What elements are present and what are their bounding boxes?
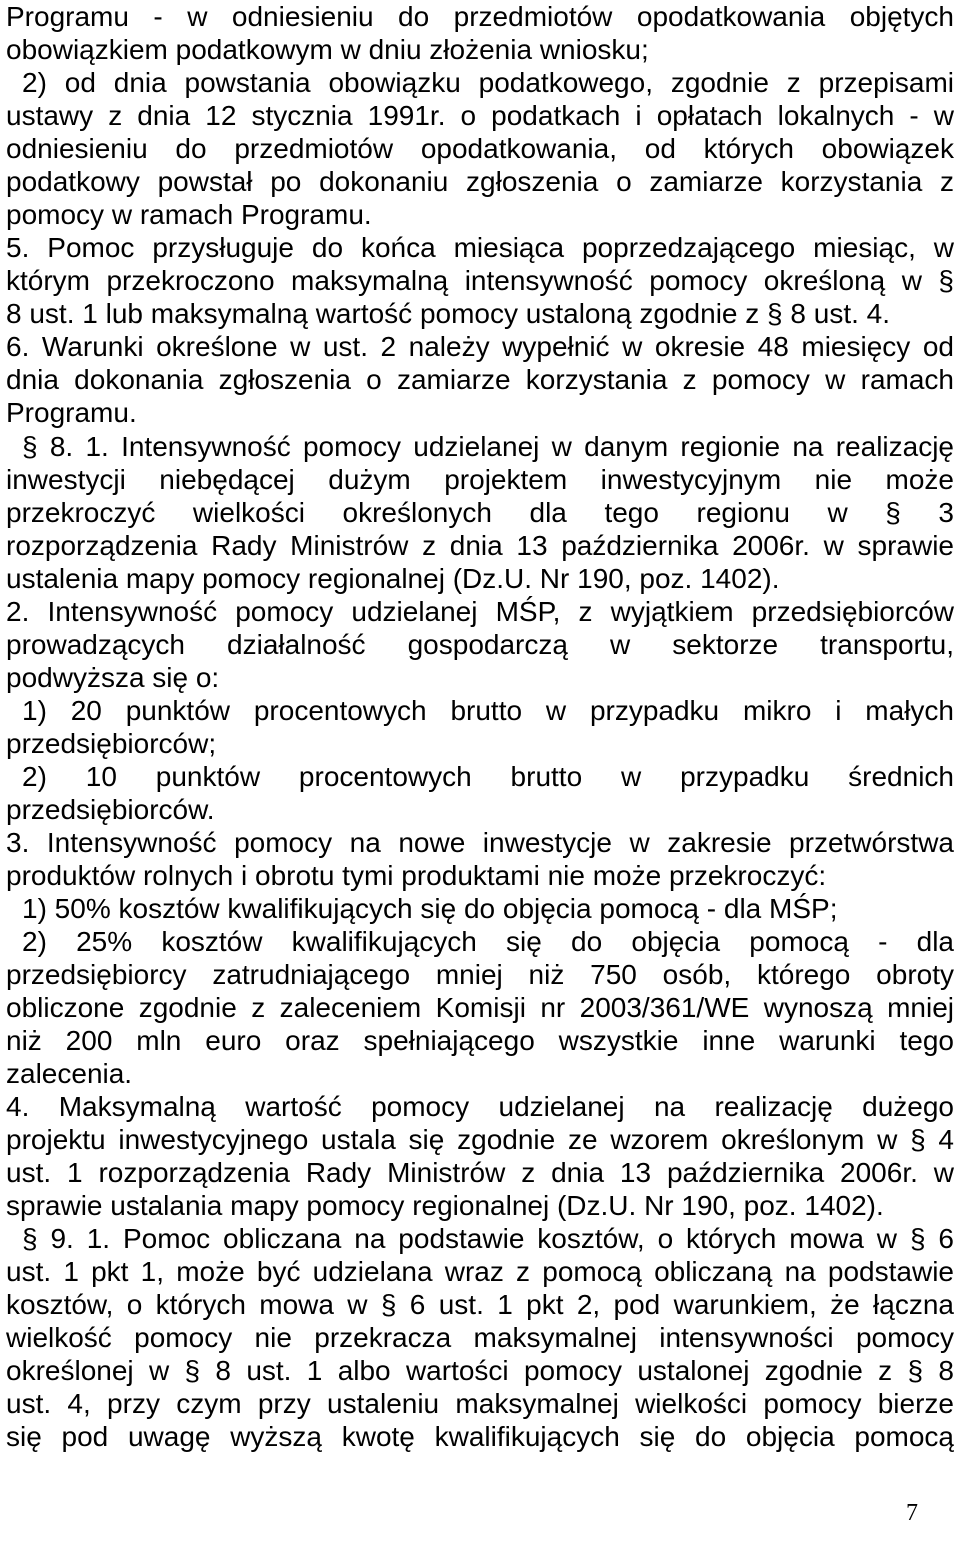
text-line: 2. Intensywność pomocy udzielanej MŚP, z wyjątkiem przedsiębiorców: [6, 596, 954, 627]
text-line: podatkowy powstał po dokonaniu zgłoszenia o zamiarze korzystania z: [6, 166, 954, 197]
text-line: określonej w § 8 ust. 1 albo wartości pomocy ustalonej zgodnie z § 8: [6, 1355, 954, 1386]
text-line: przedsiębiorców.: [6, 794, 215, 825]
text-line: dnia dokonania zgłoszenia o zamiarze korzystania z pomocy w ramach: [6, 364, 954, 395]
text-line: ust. 4, przy czym przy ustaleniu maksymalnej wielkości pomocy bierze: [6, 1388, 954, 1419]
text-line: Programu.: [6, 397, 137, 428]
text-line: Programu - w odniesieniu do przedmiotów opodatkowania objętych: [6, 1, 954, 32]
text-line: przedsiębiorcy zatrudniającego mniej niż 750 osób, którego obroty: [6, 959, 954, 990]
text-line: 6. Warunki określone w ust. 2 należy wypełnić w okresie 48 miesięcy od: [6, 331, 954, 362]
text-line: kosztów, o których mowa w § 6 ust. 1 pkt 2, pod warunkiem, że łączna: [6, 1289, 954, 1320]
text-line: 2) od dnia powstania obowiązku podatkowego, zgodnie z przepisami: [22, 67, 954, 98]
text-line: 4. Maksymalną wartość pomocy udzielanej na realizację dużego: [6, 1091, 954, 1122]
text-line: ustawy z dnia 12 stycznia 1991r. o podatkach i opłatach lokalnych - w: [6, 100, 954, 131]
text-line: ust. 1 pkt 1, może być udzielana wraz z pomocą obliczaną na podstawie: [6, 1256, 954, 1287]
text-line: produktów rolnych i obrotu tymi produktami nie może przekroczyć:: [6, 860, 827, 891]
page-number: 7: [906, 1500, 918, 1526]
text-line: inwestycji niebędącej dużym projektem inwestycyjnym nie może: [6, 464, 954, 495]
text-line: 2) 10 punktów procentowych brutto w przypadku średnich: [22, 761, 954, 792]
text-line: ustalenia mapy pomocy regionalnej (Dz.U. Nr 190, poz. 1402).: [6, 563, 780, 594]
text-line: wielkość pomocy nie przekracza maksymalnej intensywności pomocy: [6, 1322, 954, 1353]
text-line: 2) 25% kosztów kwalifikujących się do objęcia pomocą - dla: [22, 926, 954, 957]
text-line: przekroczyć wielkości określonych dla tego regionu w § 3: [6, 497, 954, 528]
text-line: 1) 20 punktów procentowych brutto w przypadku mikro i małych: [22, 695, 954, 726]
text-line: sprawie ustalania mapy pomocy regionalnej (Dz.U. Nr 190, poz. 1402).: [6, 1190, 884, 1221]
text-line: 8 ust. 1 lub maksymalną wartość pomocy ustaloną zgodnie z § 8 ust. 4.: [6, 298, 891, 329]
text-line: podwyższa się o:: [6, 662, 220, 693]
text-line: 5. Pomoc przysługuje do końca miesiąca poprzedzającego miesiąc, w: [6, 232, 954, 263]
text-line: rozporządzenia Rady Ministrów z dnia 13 października 2006r. w sprawie: [6, 530, 954, 561]
text-line: prowadzących działalność gospodarczą w sektorze transportu,: [6, 629, 954, 660]
text-line: niż 200 mln euro oraz spełniającego wszystkie inne warunki tego: [6, 1025, 954, 1056]
text-line: obliczone zgodnie z zaleceniem Komisji nr 2003/361/WE wynoszą mniej: [6, 992, 954, 1023]
text-line: ust. 1 rozporządzenia Rady Ministrów z dnia 13 października 2006r. w: [6, 1157, 954, 1188]
text-line: którym przekroczono maksymalną intensywność pomocy określoną w §: [6, 265, 954, 296]
text-line: projektu inwestycyjnego ustala się zgodnie ze wzorem określonym w § 4: [6, 1124, 954, 1155]
text-line: obowiązkiem podatkowym w dniu złożenia wniosku;: [6, 34, 649, 65]
text-line: 1) 50% kosztów kwalifikujących się do objęcia pomocą - dla MŚP;: [22, 893, 838, 924]
text-line: § 9. 1. Pomoc obliczana na podstawie kosztów, o których mowa w § 6: [22, 1223, 954, 1254]
text-line: przedsiębiorców;: [6, 728, 217, 759]
text-line: odniesieniu do przedmiotów opodatkowania, od których obowiązek: [6, 133, 954, 164]
text-line: się pod uwagę wyższą kwotę kwalifikujących się do objęcia pomocą: [6, 1421, 954, 1452]
text-line: pomocy w ramach Programu.: [6, 199, 372, 230]
text-line: 3. Intensywność pomocy na nowe inwestycje w zakresie przetwórstwa: [6, 827, 954, 858]
text-line: zalecenia.: [6, 1058, 133, 1089]
text-line: § 8. 1. Intensywność pomocy udzielanej w danym regionie na realizację: [22, 431, 954, 462]
